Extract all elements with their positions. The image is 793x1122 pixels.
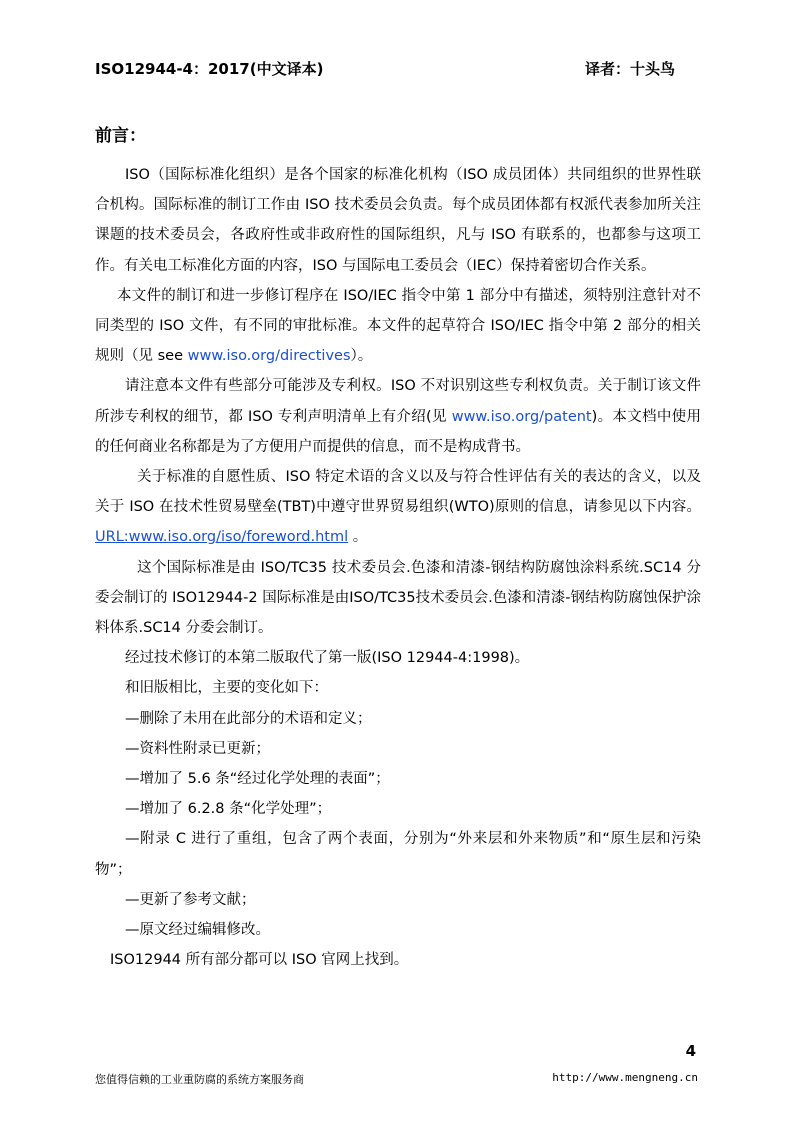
document-id: ISO12944-4：2017(中文译本) (95, 60, 324, 78)
directives-text: 本文件的制订和进一步修订程序在 ISO/IEC 指令中第 1 部分中有描述，须特别注意针对不同类型的 ISO 文件，有不同的审批标准。本文件的起草符合 ISO/IEC 指令中第 2 部分的相关规则（见 see (95, 287, 701, 365)
change-item: —附录 C 进行了重组，包含了两个表面，分别为“外来层和外来物质”和“原生层和污染物”； (95, 831, 701, 878)
paragraph-second-edition: 经过技术修订的本第二版取代了第一版(ISO 12944-4:1998)。 (125, 650, 530, 667)
change-item: —增加了 5.6 条“经过化学处理的表面”； (125, 771, 390, 788)
footer-website[interactable]: http://www.mengneng.cn (552, 1071, 698, 1084)
patents-text-end: )。本文档中使用的任何商业名称都是为了方便用户而提供的信息，而不是构成背书。 (95, 408, 701, 455)
paragraph-committee: 这个国际标准是由 ISO/TC35 技术委员会.色漆和清漆-钢结构防腐蚀涂料系统.SC14 分委会制订的 ISO12944-2 国际标准是由ISO/TC35技术委员会.色漆和清漆-钢结构防腐蚀保护涂料体系.SC14 分委会制订。 (95, 559, 701, 637)
page-number: 4 (685, 1042, 696, 1060)
patent-link[interactable]: www.iso.org/patent (451, 408, 592, 425)
foreword-url-link[interactable]: URL:www.iso.org/iso/foreword.html (95, 529, 349, 546)
section-title: 前言： (95, 126, 146, 146)
paragraph-iso-intro: ISO（国际标准化组织）是各个国家的标准化机构（ISO 成员团体）共同组织的世界性联合机构。国际标准的制订工作由 ISO 技术委员会负责。每个成员团体都有权派代表参加所关注课题的技术委员会，各政府性或非政府性的国际组织，凡与 ISO 有联系的，也都参与这项工作。有关电工标准化方面的内容，ISO 与国际电工委员会（IEC）保持着密切合作关系。 (95, 167, 701, 274)
patents-text: 请注意本文件有些部分可能涉及专利权。ISO 不对识别这些专利权负责。关于制订该文件所涉专利权的细节，都 ISO 专利声明清单上有介绍(见 (95, 378, 701, 425)
paragraph-changes-intro: 和旧版相比，主要的变化如下： (125, 680, 328, 697)
paragraph-directives (95, 281, 701, 372)
change-item: —原文经过编辑修改。 (125, 922, 270, 939)
directives-text-end: ）。 (350, 348, 373, 365)
page-header (95, 58, 695, 80)
foreword-body (95, 160, 701, 975)
paragraph-voluntary-nature (95, 462, 701, 553)
voluntary-text: 关于标准的自愿性质、ISO 特定术语的含义以及与符合性评估有关的表达的含义，以及关于 ISO 在技术性贸易壁垒(TBT)中遵守世界贸易组织(WTO)原则的信息，请参见以下内容。 (95, 469, 701, 516)
footer-slogan: 您值得信赖的工业重防腐的系统方案服务商 (95, 1073, 304, 1086)
change-item: —更新了参考文献； (125, 891, 256, 908)
translator-credit: 译者：十头鸟 (584, 60, 675, 78)
change-item: —资料性附录已更新； (125, 740, 270, 757)
paragraph-patents (95, 371, 701, 462)
voluntary-text-end: 。 (348, 529, 368, 546)
change-item: —增加了 6.2.8 条“化学处理”； (125, 801, 332, 818)
change-item: —删除了未用在此部分的术语和定义； (125, 710, 372, 727)
paragraph-all-parts: ISO12944 所有部分都可以 ISO 官网上找到。 (110, 952, 409, 969)
directives-link[interactable]: www.iso.org/directives (187, 348, 351, 365)
